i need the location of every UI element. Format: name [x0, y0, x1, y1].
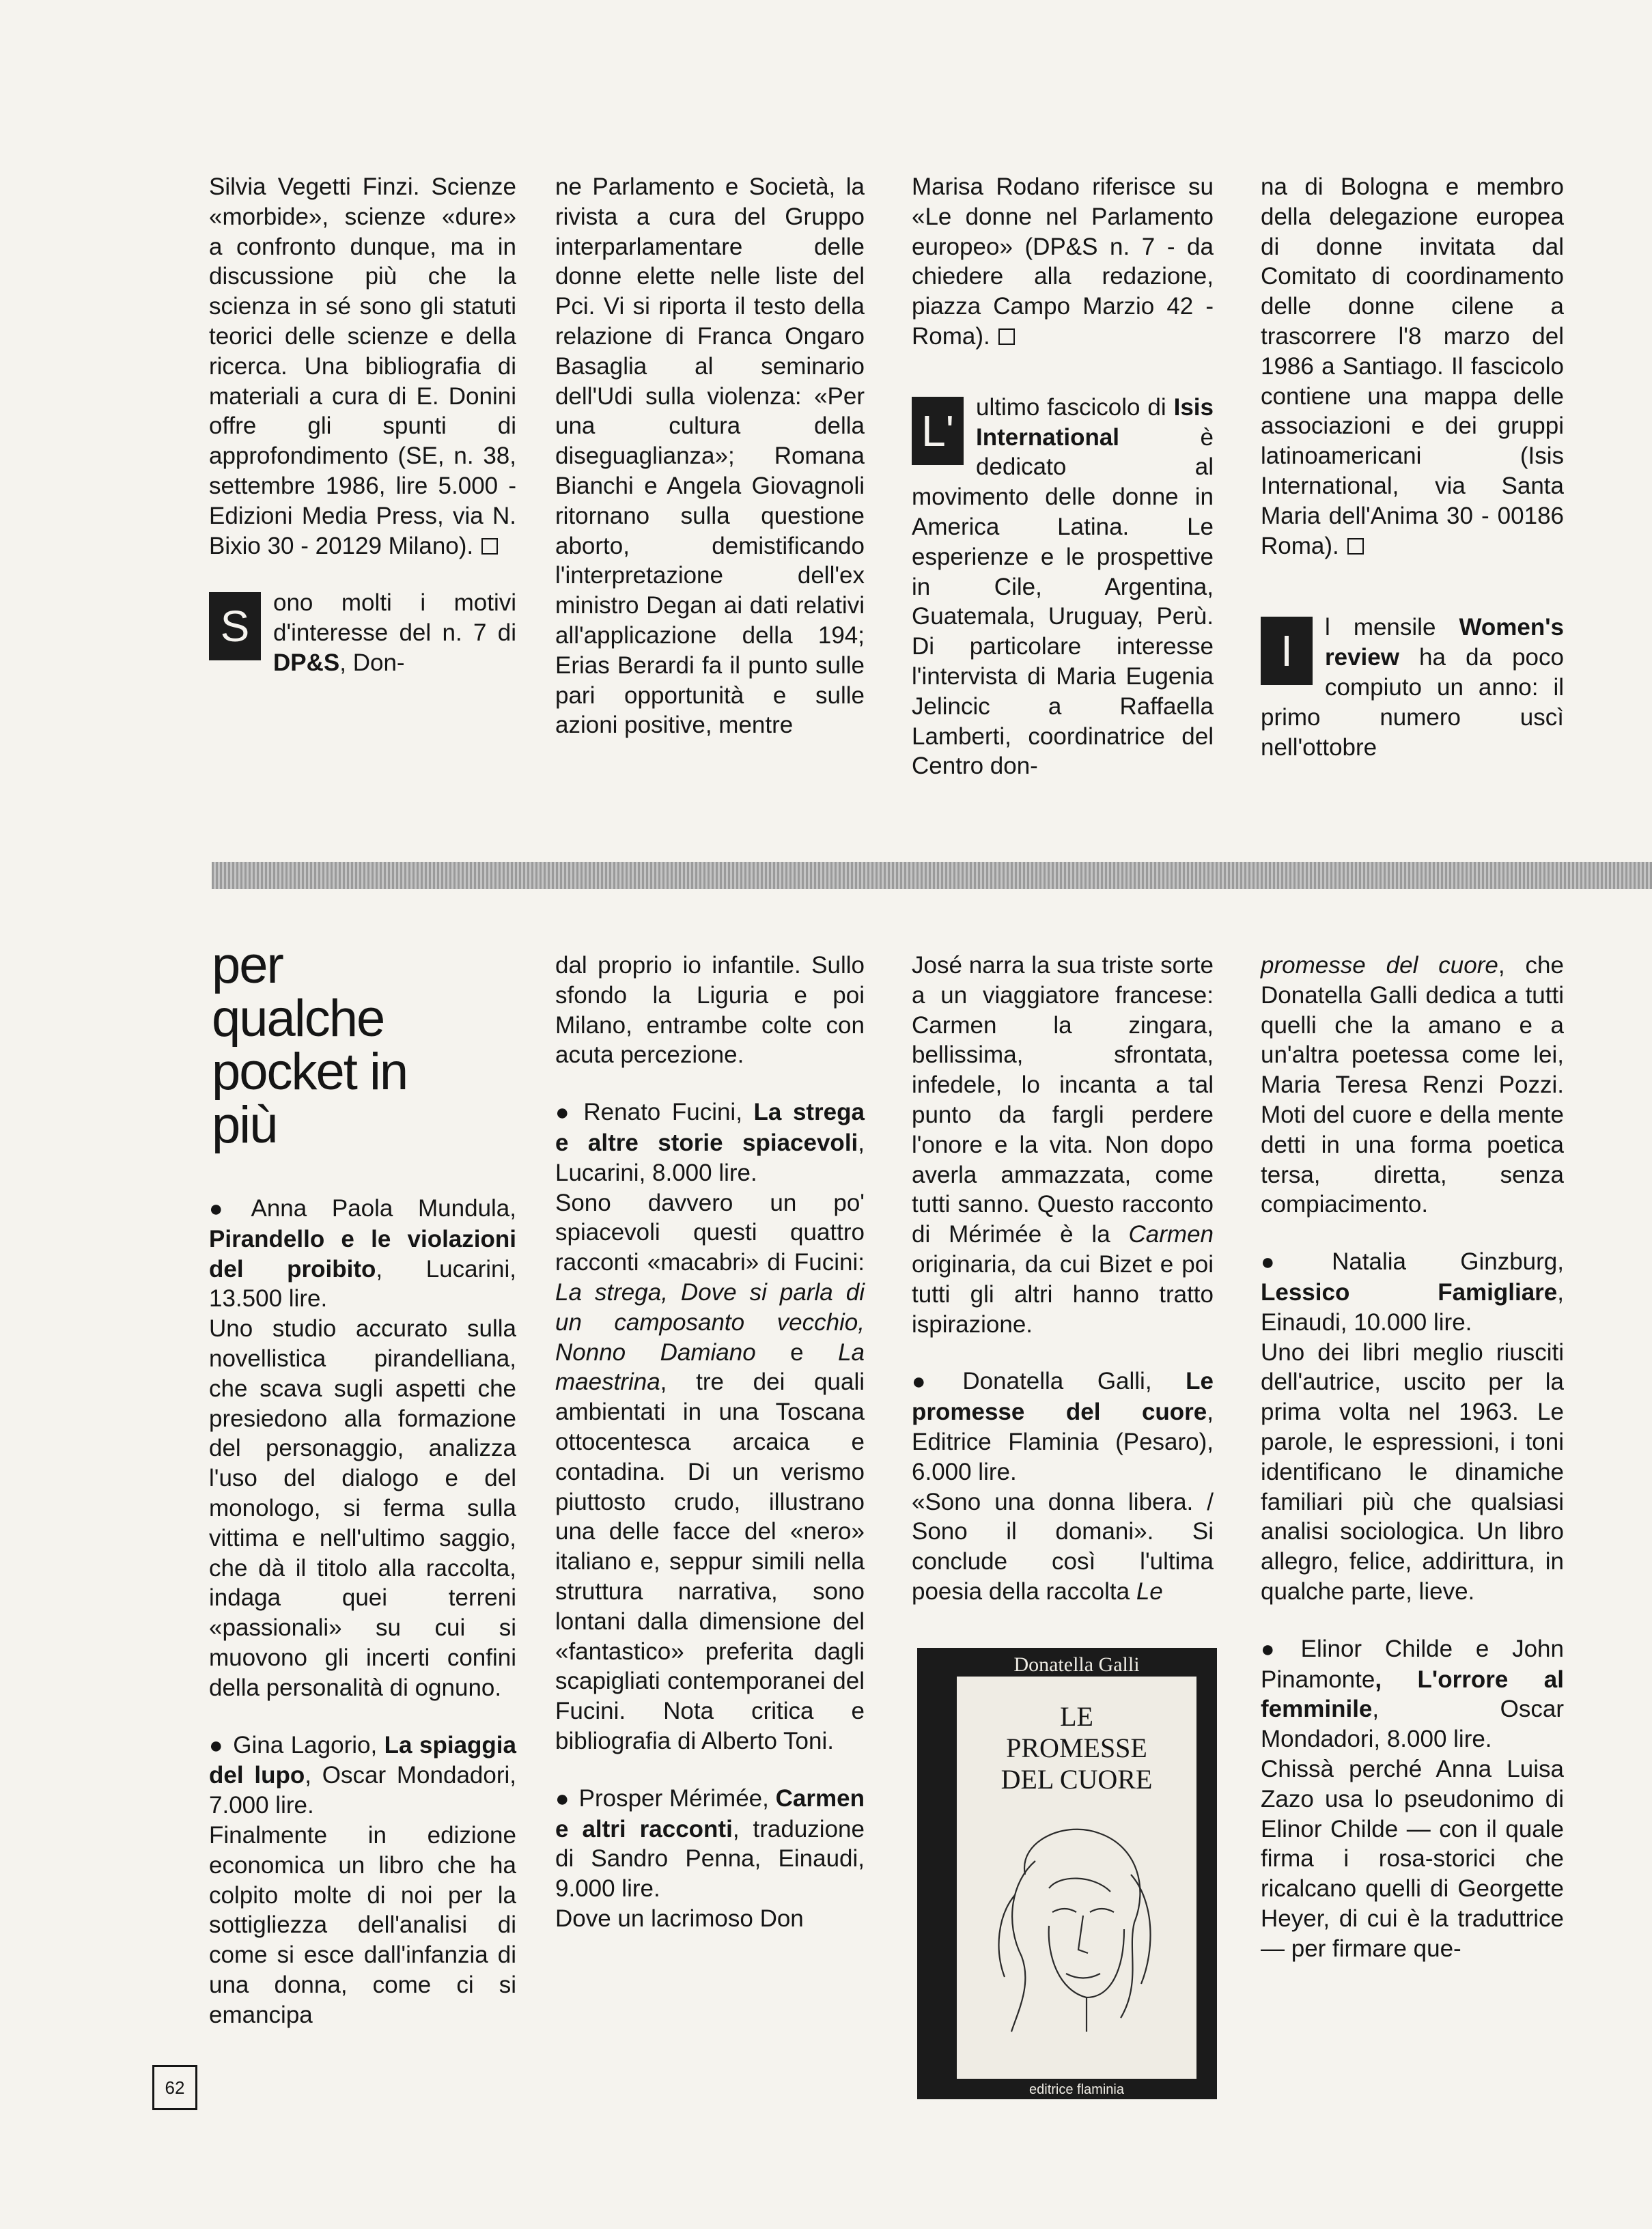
paragraph: dal proprio io infantile. Sullo sfondo la Liguria e poi Milano, entrambe colte con acuta percezione.: [555, 952, 865, 1069]
section-title: per qualche pocket in più: [212, 936, 408, 1154]
bottom-column-3: [912, 951, 1214, 1607]
paragraph: na di Bologna e membro della delegazione europea di donne invitata dal Comitato di coordinamento delle donne cilene a trascorrere l'8 marzo del 1986 a Santiago. Il fascicolo contiene una mappa delle associazioni e dei gruppi latinoamericani (Isis International, via Santa Maria dell'Anima 30 - 00186 Roma).: [1261, 173, 1564, 559]
page-number: 62: [152, 2065, 197, 2110]
book-review: Uno dei libri meglio riusciti dell'autrice, uscito per la prima volta nel 1963. Le parole, le espressioni, i toni identificano le dinamiche familiari più che qualsiasi analisi sociologica. Un libro allegro, felice, addirittura, in qualche parte, lieve.: [1261, 1338, 1564, 1605]
book-entry: ● Donatella Galli, Le promesse del cuore, Editrice Flaminia (Pesaro), 6.000 lire.: [912, 1366, 1214, 1487]
book-entry: ● Elinor Childe e John Pinamonte, L'orrore al femminile, Oscar Mondadori, 8.000 lire.: [1261, 1634, 1564, 1754]
section-divider-band: [212, 862, 1652, 889]
book-cover-title: LE PROMESSE DEL CUORE: [1000, 1701, 1153, 1795]
book-review: Dove un lacrimoso Don: [555, 1905, 804, 1932]
paragraph: Silvia Vegetti Finzi. Scienze «morbide», scienze «dure» a confronto dunque, ma in discussione più che la scienza in sé sono gli statuti teorici delle scienze e della ricerca. Una bibliografia di materiali a cura di E. Donini offre gli spunti di approfondimento (SE, n. 38, settembre 1986, lire 5.000 - Edizioni Media Press, via N. Bixio 30 - 20129 Milano).: [209, 173, 516, 559]
book-entry: ● Natalia Ginzburg, Lessico Famigliare, Einaudi, 10.000 lire.: [1261, 1247, 1564, 1337]
paragraph: Marisa Rodano riferisce su «Le donne nel Parlamento europeo» (DP&S n. 7 - da chiedere alla redazione, piazza Campo Marzio 42 - Roma).: [912, 173, 1214, 350]
book-cover-panel: [957, 1653, 1196, 2097]
book-entry: ● Gina Lagorio, La spiaggia del lupo, Oscar Mondadori, 7.000 lire.: [209, 1730, 516, 1821]
paragraph: promesse del cuore, che Donatella Galli dedica a tutti quelli che la amano e a un'altra poetessa come lei, Maria Teresa Renzi Pozzi. Moti del cuore e della mente detti in una forma poetica tersa, diretta, senza compiacimento.: [1261, 952, 1564, 1218]
paragraph: José narra la sua triste sorte a un viaggiatore francese: Carmen la zingara, bellissima, sfrontata, infedele, lo incanta a tal punto da fargli perdere l'onore e la vita. Non dopo averla ammazzata, come tutti sanno. Questo racconto di Mérimée è la Carmen originaria, da cui Bizet e poi tutti gli altri hanno tratto ispirazione.: [912, 952, 1214, 1338]
end-mark-icon: [998, 328, 1015, 345]
book-entry: ● Renato Fucini, La strega e altre storie spiacevoli, Lucarini, 8.000 lire.: [555, 1097, 865, 1188]
paragraph: ne Parlamento e Società, la rivista a cura del Gruppo interparlamentare delle donne elette nelle liste del Pci. Vi si riporta il testo della relazione di Franca Ongaro Basaglia al seminario dell'Udi sulla violenza: «Per una cultura della diseguaglianza»; Romana Bianchi e Angela Giovagnoli ritornano sulla questione aborto, demistificando l'interpretazione dell'ex ministro Degan ai dati relativi all'applicazione della 194; Erias Berardi fa il punto sulle pari opportunità e sulle azioni positive, mentre: [555, 173, 865, 739]
paragraph: I l mensile Women's review ha da poco compiuto un anno: il primo numero uscì nell'ottobre: [1261, 614, 1564, 761]
book-review: Sono davvero un po' spiacevoli questi quattro racconti «macabri» di Fucini: La strega, Dove si parla di un camposanto vecchio, Nonno Damiano e La maestrina, tre dei quali ambientati in una Toscana ottocentesca arcaica e contadina. Di un verismo piuttosto crudo, illustrano una delle facce del «nero» italiano e, seppur simili nella struttura narrativa, sono lontani dalla dimensione del «fantastico» preferita dagli scapigliati contemporanei del Fucini. Nota critica e bibliografia di Alberto Toni.: [555, 1189, 865, 1754]
top-column-3: [912, 172, 1214, 781]
bottom-column-4: [1261, 951, 1564, 1964]
end-mark-icon: [1347, 538, 1364, 555]
bottom-column-1: [209, 1194, 516, 2030]
paragraph: S ono molti i motivi d'interesse del n. 7 di DP&S, Don-: [209, 588, 516, 677]
top-column-1: [209, 172, 516, 678]
drop-cap: L': [912, 397, 964, 465]
end-mark-icon: [481, 538, 498, 555]
book-entry: ● Anna Paola Mundula, Pirandello e le violazioni del proibito, Lucarini, 13.500 lire.: [209, 1194, 516, 1314]
top-column-2: [555, 172, 865, 740]
book-entry: ● Prosper Mérimée, Carmen e altri racconti, traduzione di Sandro Penna, Einaudi, 9.000 lire.: [555, 1784, 865, 1904]
book-review: Uno studio accurato sulla novellistica pirandelliana, che scava sugli aspetti che presiedono alla formazione del personaggio, analizza l'uso del dialogo e del monologo, si ferma sulla vittima e nell'ultimo saggio, che dà il titolo alla raccolta, indaga quei terreni «passionali» su cui si muovono gli incerti confini della personalità di ognuno.: [209, 1315, 516, 1701]
portrait-sketch-icon: [984, 1813, 1168, 2045]
drop-cap: I: [1261, 617, 1313, 685]
book-review: Finalmente in edizione economica un libro che ha colpito molte di noi per la sottigliezza dell'analisi di come si esce dall'infanzia di una donna, come ci si emancipa: [209, 1821, 516, 2028]
book-review: «Sono una donna libera. / Sono il domani». Si conclude così l'ultima poesia della raccolta Le: [912, 1488, 1214, 1605]
drop-cap: S: [209, 592, 261, 660]
book-cover-image: [917, 1648, 1217, 2099]
book-cover-publisher: editrice flaminia: [1029, 2082, 1124, 2097]
book-review: Chissà perché Anna Luisa Zazo usa lo pseudonimo di Elinor Childe — con il quale firma i rosa-storici che ricalcano quelli di Georgette Heyer, di cui è la traduttrice — per firmare que-: [1261, 1755, 1564, 1962]
book-cover-author: Donatella Galli: [1013, 1653, 1140, 1676]
paragraph: L' ultimo fascicolo di Isis International è dedicato al movimento delle donne in America Latina. Le esperienze e le prospettive in Cile, Argentina, Guatemala, Uruguay, Perù. Di particolare interesse l'intervista di Maria Eugenia Jelincic a Raffaella Lamberti, coordinatrice del Centro don-: [912, 393, 1214, 780]
top-column-4: [1261, 172, 1564, 762]
bottom-column-2: [555, 951, 865, 1934]
